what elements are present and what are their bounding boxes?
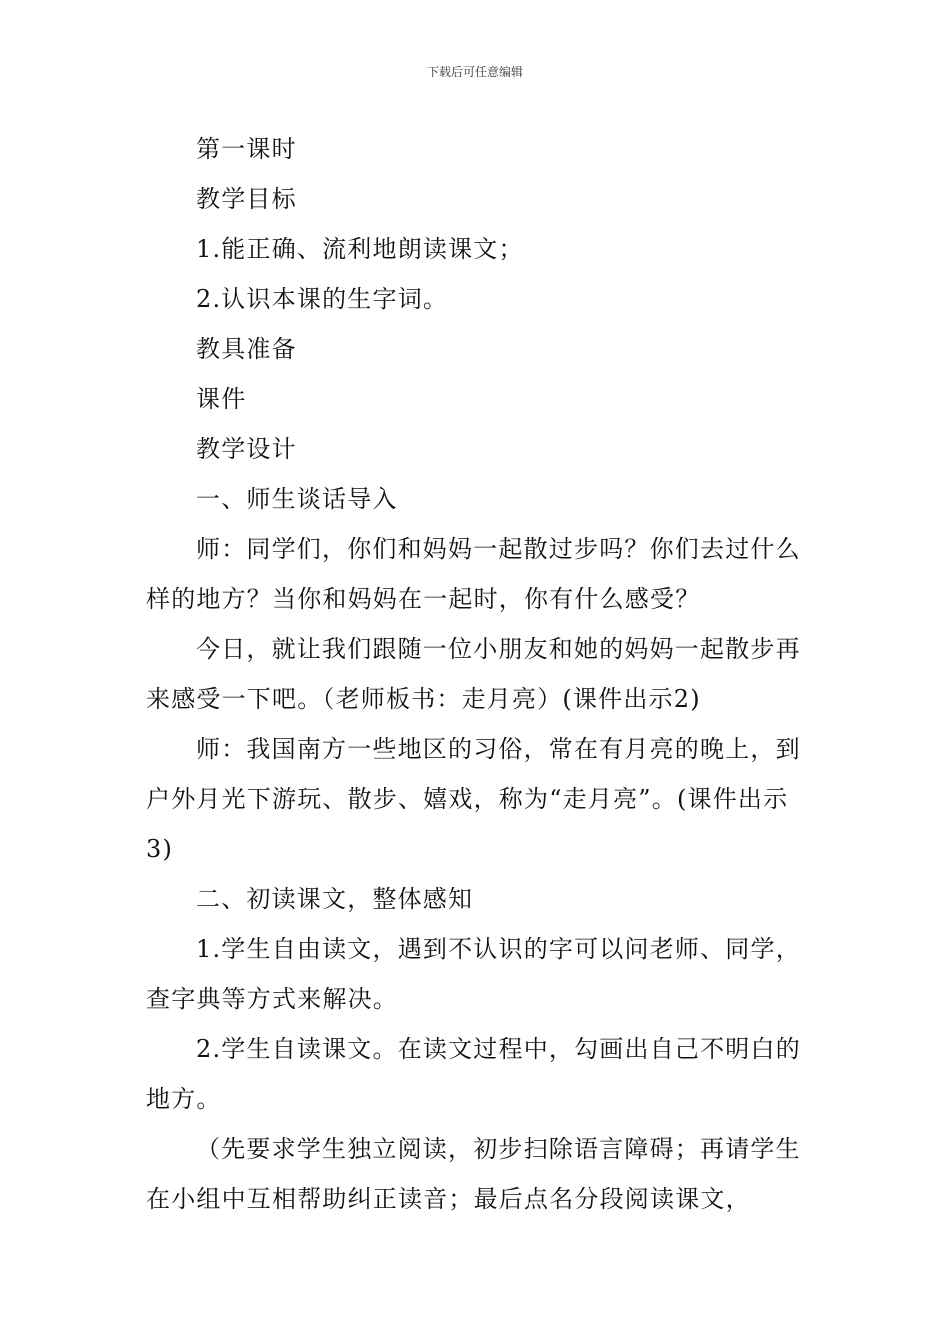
paragraph-reading-note: （先要求学生独立阅读，初步扫除语言障碍；再请学生在小组中互相帮助纠正读音；最后点名分段阅读课文， (146, 1135, 801, 1213)
paragraph-teacher-question: 师：同学们，你们和妈妈一起散过步吗？你们去过什么样的地方？当你和妈妈在一起时，你有什么感受？ (146, 535, 801, 613)
materials-heading: 教具准备 (196, 335, 297, 363)
section-2-heading: 二、初读课文，整体感知 (196, 885, 474, 913)
paragraph-today-walk: 今日，就让我们跟随一位小朋友和她的妈妈一起散步再来感受一下吧。（老师板书：走月亮）(课件出示2) (146, 635, 801, 713)
goal-item-2: 2.认识本课的生字词。 (196, 285, 449, 313)
teaching-goals-heading: 教学目标 (196, 185, 297, 213)
section-1-heading: 一、师生谈话导入 (196, 485, 398, 513)
document-body (146, 124, 814, 1224)
step-1-free-reading: 1.学生自由读文，遇到不认识的字可以问老师、同学，查字典等方式来解决。 (146, 935, 801, 1013)
page-header-note: 下载后可任意编辑 (426, 65, 523, 79)
goal-item-1: 1.能正确、流利地朗读课文； (196, 235, 524, 263)
materials-item: 课件 (196, 385, 247, 413)
step-2-self-reading: 2.学生自读课文。在读文过程中，勾画出自己不明白的地方。 (146, 1035, 801, 1113)
paragraph-custom: 师：我国南方一些地区的习俗，常在有月亮的晚上，到户外月光下游玩、散步、嬉戏，称为“走月亮”。(课件出示3) (146, 735, 801, 863)
lesson-period-title: 第一课时 (196, 135, 297, 163)
teaching-design-heading: 教学设计 (196, 435, 297, 463)
